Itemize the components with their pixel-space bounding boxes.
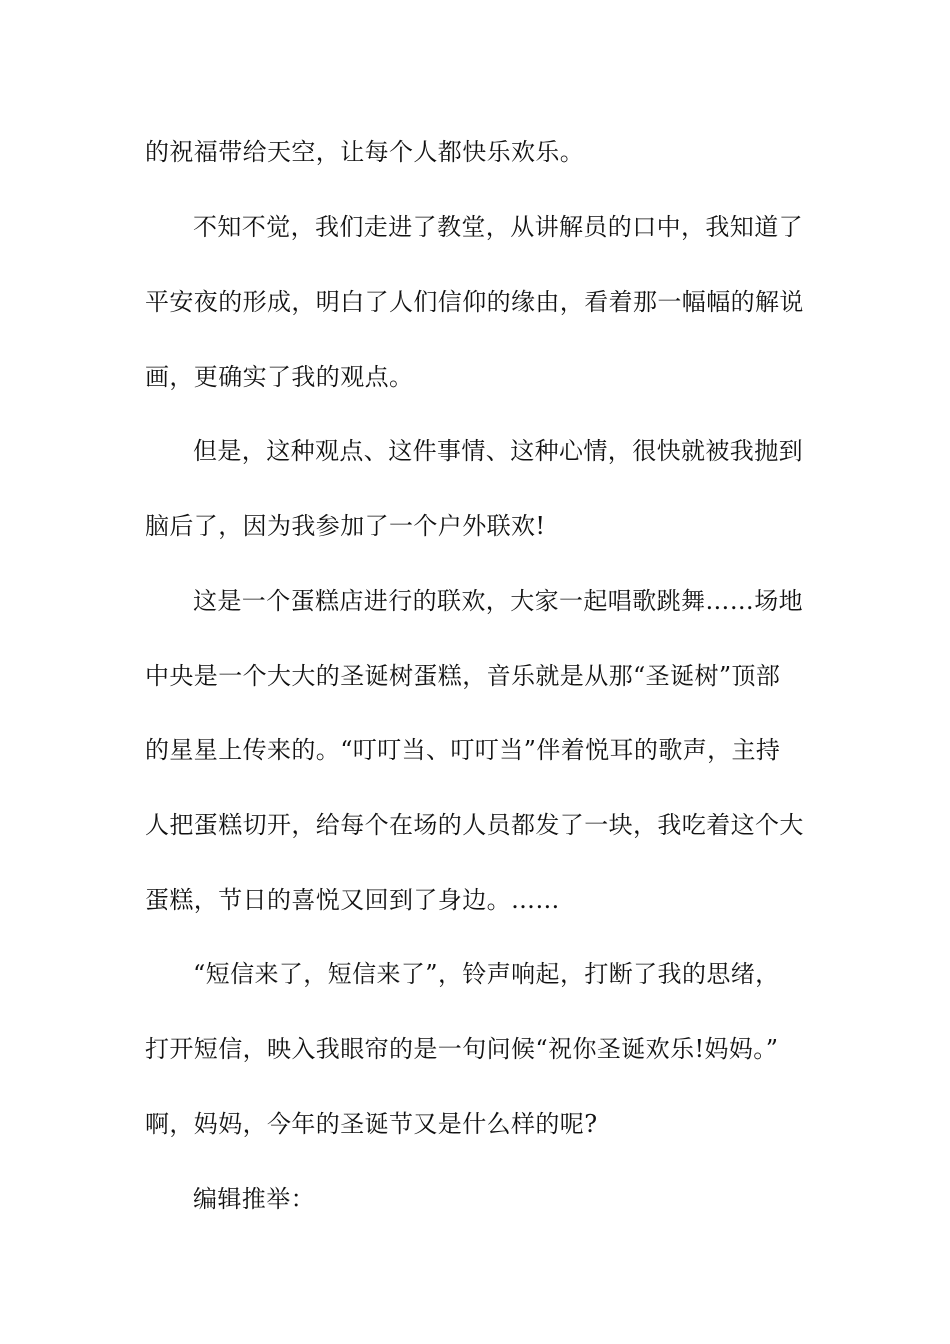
paragraph-line: 的祝福带给天空，让每个人都快乐欢乐。 — [145, 138, 585, 166]
paragraph-line: 平安夜的形成，明白了人们信仰的缘由，看着那一幅幅的解说 — [145, 288, 804, 316]
paragraph-line: 啊，妈妈，今年的圣诞节又是什么样的呢? — [145, 1110, 598, 1138]
paragraph-line: 这是一个蛋糕店进行的联欢，大家一起唱歌跳舞……场地 — [193, 587, 803, 615]
paragraph-line: “短信来了，短信来了”，铃声响起，打断了我的思绪， — [193, 960, 780, 988]
paragraph-line: 中央是一个大大的圣诞树蛋糕，音乐就是从那“圣诞树”顶部 — [145, 662, 781, 690]
paragraph-line: 脑后了，因为我参加了一个户外联欢! — [145, 512, 546, 540]
paragraph-line: 的星星上传来的。“叮叮当、叮叮当”伴着悦耳的歌声，主持 — [145, 736, 781, 764]
paragraph-line: 画，更确实了我的观点。 — [145, 363, 414, 391]
section-heading: 编辑推举： — [193, 1185, 315, 1213]
paragraph-line: 打开短信，映入我眼帘的是一句问候“祝你圣诞欢乐!妈妈。” — [145, 1035, 779, 1063]
paragraph-line: 但是，这种观点、这件事情、这种心情，很快就被我抛到 — [193, 437, 803, 465]
paragraph-line: 人把蛋糕切开，给每个在场的人员都发了一块，我吃着这个大 — [145, 811, 804, 839]
paragraph-line: 不知不觉，我们走进了教堂，从讲解员的口中，我知道了 — [193, 213, 803, 241]
paragraph-line: 蛋糕，节日的喜悦又回到了身边。…… — [145, 886, 560, 914]
